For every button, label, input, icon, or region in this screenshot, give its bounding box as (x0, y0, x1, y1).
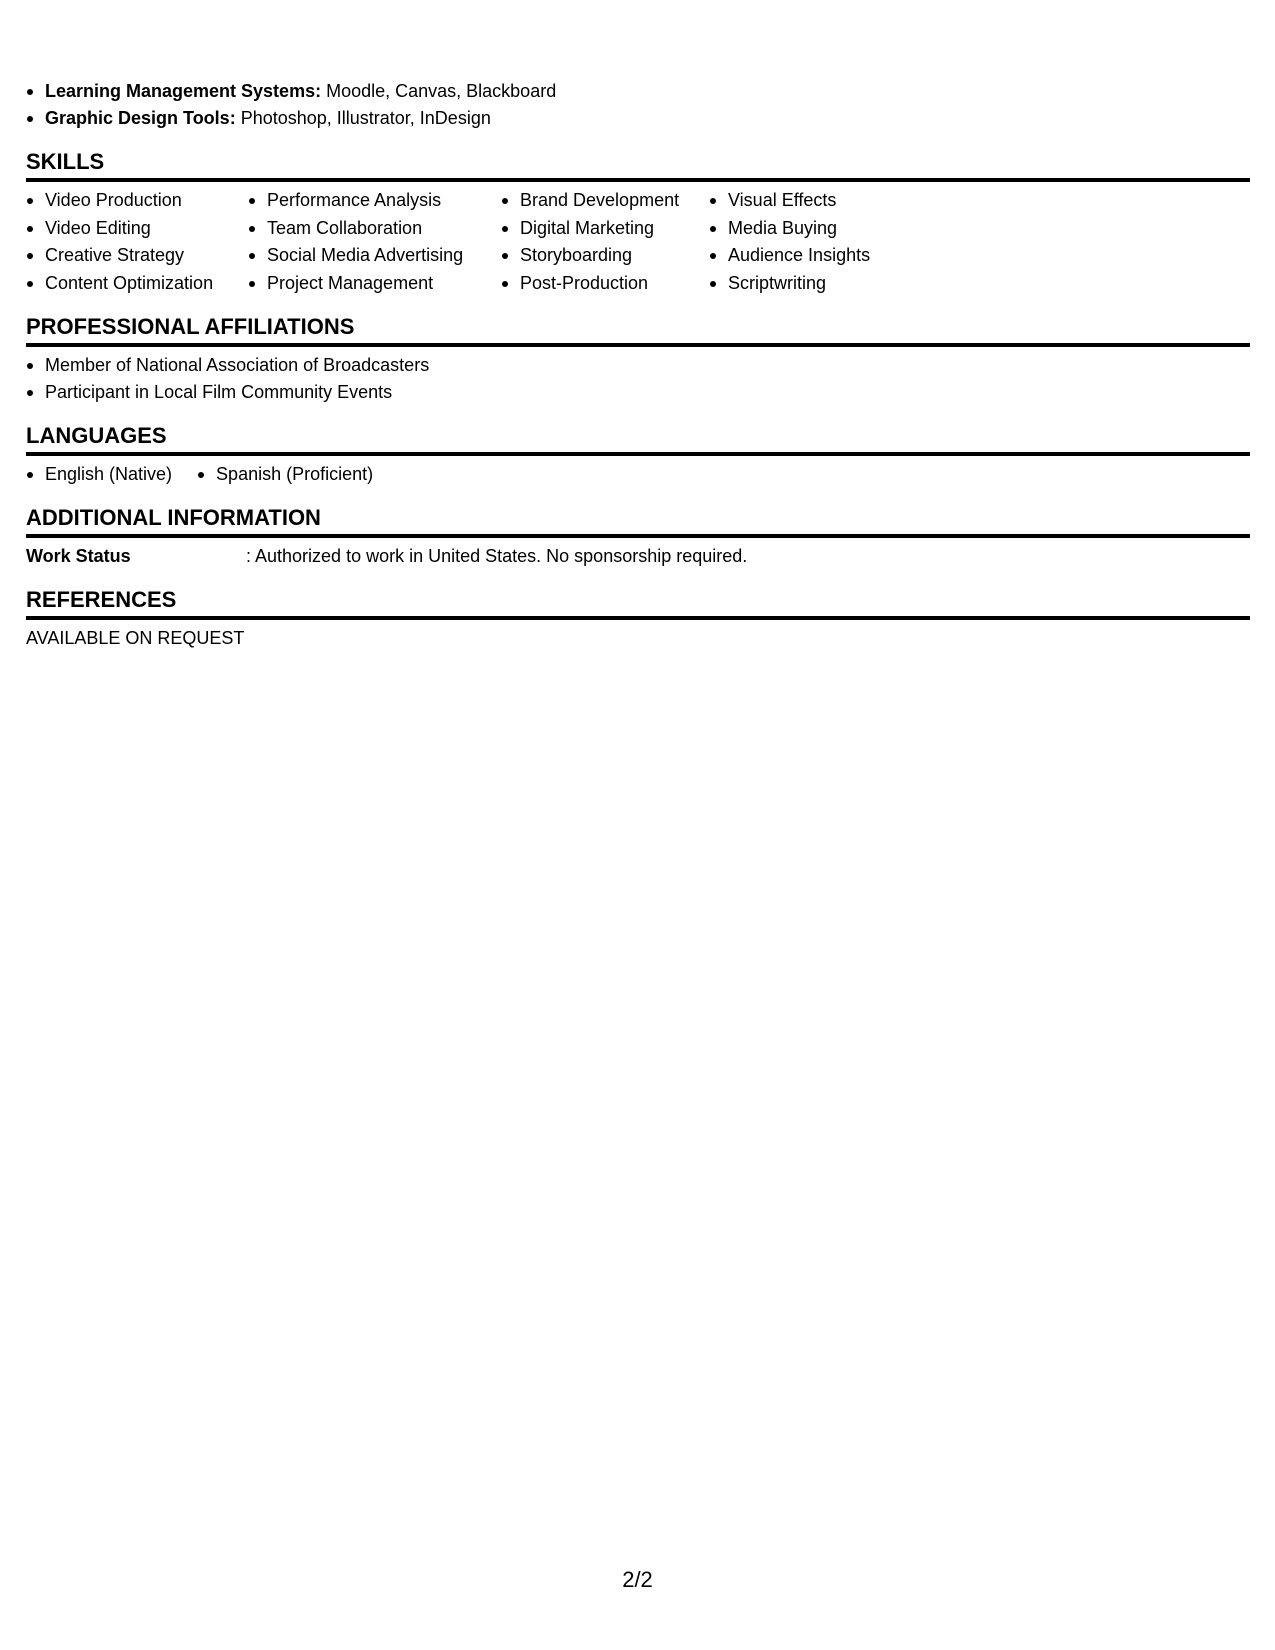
skill-item: Visual Effects (709, 187, 909, 215)
skill-item: Project Management (248, 270, 501, 298)
resume-page (26, 78, 1250, 652)
list-item: Member of National Association of Broadcasters (26, 352, 1250, 379)
section-heading: SKILLS (26, 147, 1250, 182)
work-status-label: Work Status (26, 546, 131, 566)
tool-values: Photoshop, Illustrator, InDesign (235, 108, 491, 128)
list-item: Participant in Local Film Community Events (26, 379, 1250, 406)
skill-item: Creative Strategy (26, 242, 248, 270)
skills-column (709, 187, 909, 297)
list-item (26, 78, 1250, 105)
skills-grid (26, 187, 1250, 297)
skills-column (26, 187, 248, 297)
references-section (26, 585, 1250, 652)
list-item: English (Native) (26, 461, 172, 488)
skills-section (26, 147, 1250, 297)
section-heading: REFERENCES (26, 585, 1250, 620)
list-item: Spanish (Proficient) (197, 461, 373, 488)
skill-item: Content Optimization (26, 270, 248, 298)
references-text: AVAILABLE ON REQUEST (26, 628, 245, 648)
languages-section (26, 421, 1250, 488)
skill-item: Brand Development (501, 187, 709, 215)
list-item (26, 105, 1250, 132)
skill-item: Post-Production (501, 270, 709, 298)
skill-item: Media Buying (709, 215, 909, 243)
tool-category-label: Graphic Design Tools: (45, 108, 236, 128)
skills-column (248, 187, 501, 297)
affiliations-section (26, 312, 1250, 406)
page-number: 2/2 (622, 1567, 653, 1592)
tool-category-label: Learning Management Systems: (45, 81, 322, 101)
skill-item: Video Editing (26, 215, 248, 243)
skill-item: Performance Analysis (248, 187, 501, 215)
affiliations-list (26, 352, 1250, 406)
section-heading: LANGUAGES (26, 421, 1250, 456)
skill-item: Team Collaboration (248, 215, 501, 243)
languages-list (26, 461, 1250, 488)
tool-values: Moodle, Canvas, Blackboard (321, 81, 557, 101)
skill-item: Scriptwriting (709, 270, 909, 298)
work-status-value: : Authorized to work in United States. No sponsorship required. (246, 546, 748, 566)
skill-item: Video Production (26, 187, 248, 215)
skill-item: Audience Insights (709, 242, 909, 270)
skill-item: Social Media Advertising (248, 242, 501, 270)
additional-info-section (26, 503, 1250, 570)
skill-item: Storyboarding (501, 242, 709, 270)
tools-list (26, 78, 1250, 132)
info-row (26, 543, 1250, 570)
section-heading: ADDITIONAL INFORMATION (26, 503, 1250, 538)
skills-column (501, 187, 709, 297)
section-heading: PROFESSIONAL AFFILIATIONS (26, 312, 1250, 347)
skill-item: Digital Marketing (501, 215, 709, 243)
